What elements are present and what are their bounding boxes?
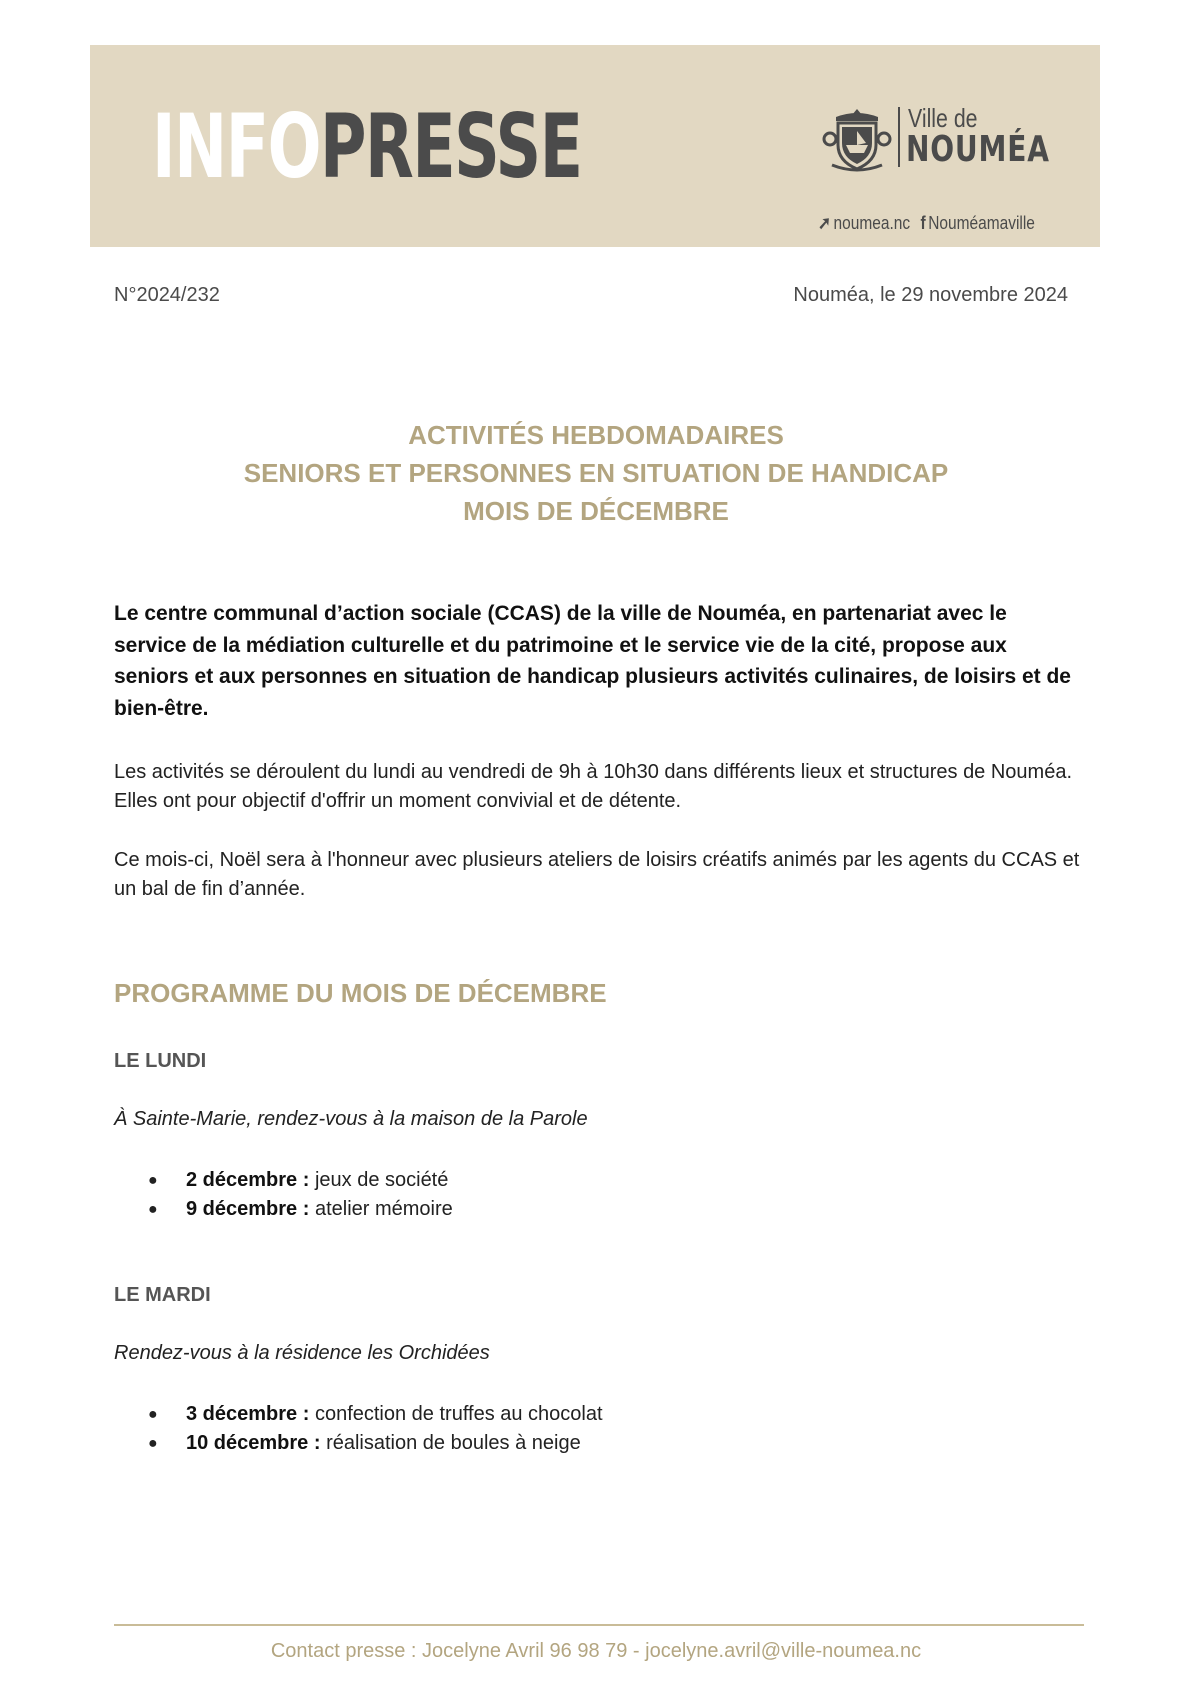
lead-paragraph: Le centre communal d’action sociale (CCAS) de la ville de Nouméa, en partenariat avec le service de la médiation culturelle et du patrimoine et le service vie de la cité, propose aux seniors et aux personnes en situation de handicap plusieurs activités culinaires, de loisirs et de bien-être. bbox=[114, 602, 1071, 720]
venue-monday: À Sainte-Marie, rendez-vous à la maison de la Parole bbox=[114, 1108, 588, 1130]
logo-divider bbox=[898, 107, 900, 167]
page-title bbox=[0, 416, 1192, 530]
brand-info-text: INFO bbox=[152, 95, 320, 198]
activity-list-tuesday bbox=[114, 1400, 603, 1458]
bullet-icon: ● bbox=[148, 1201, 158, 1218]
list-item bbox=[114, 1429, 603, 1458]
arrow-icon: ➚ bbox=[818, 213, 831, 233]
header-banner bbox=[90, 45, 1100, 247]
facebook-icon: f bbox=[920, 213, 926, 233]
activity-date: 2 décembre : bbox=[186, 1169, 310, 1191]
activity-name: confection de truffes au chocolat bbox=[309, 1403, 603, 1425]
title-line-1: ACTIVITÉS HEBDOMADAIRES bbox=[408, 420, 784, 450]
activity-name: réalisation de boules à neige bbox=[320, 1432, 581, 1454]
day-heading-tuesday: LE MARDI bbox=[114, 1284, 211, 1306]
list-item bbox=[114, 1400, 603, 1429]
website-link[interactable]: noumea.nc bbox=[833, 213, 911, 233]
activity-date: 3 décembre : bbox=[186, 1403, 310, 1425]
list-item bbox=[114, 1166, 453, 1195]
city-logo bbox=[812, 103, 1072, 233]
activity-list-monday bbox=[114, 1166, 453, 1224]
activity-name: jeux de société bbox=[309, 1169, 449, 1191]
brand-presse-text: PRESSE bbox=[319, 95, 582, 198]
activity-date: 10 décembre : bbox=[186, 1432, 321, 1454]
day-heading-monday: LE LUNDI bbox=[114, 1050, 207, 1072]
city-prefix: Ville de bbox=[908, 103, 978, 133]
programme-title: PROGRAMME DU MOIS DE DÉCEMBRE bbox=[114, 978, 607, 1008]
activity-name: atelier mémoire bbox=[309, 1198, 453, 1220]
infopresse-logo bbox=[152, 95, 582, 198]
bullet-icon: ● bbox=[148, 1406, 158, 1423]
footer-divider bbox=[114, 1624, 1084, 1626]
press-release-number: N°2024/232 bbox=[114, 284, 220, 306]
city-name: NOUMÉA bbox=[906, 129, 1050, 170]
city-crest-icon bbox=[822, 105, 892, 175]
logo-links bbox=[818, 213, 1035, 234]
press-release-date: Nouméa, le 29 novembre 2024 bbox=[793, 284, 1068, 306]
bullet-icon: ● bbox=[148, 1435, 158, 1452]
body-paragraph-2: Ce mois-ci, Noël sera à l'honneur avec plusieurs ateliers de loisirs créatifs animés par les agents du CCAS et un bal de fin d’année. bbox=[114, 849, 1080, 900]
title-line-3: MOIS DE DÉCEMBRE bbox=[463, 496, 729, 526]
venue-tuesday: Rendez-vous à la résidence les Orchidées bbox=[114, 1342, 490, 1364]
title-line-2: SENIORS ET PERSONNES EN SITUATION DE HANDICAP bbox=[243, 458, 949, 488]
bullet-icon: ● bbox=[148, 1172, 158, 1189]
activity-date: 9 décembre : bbox=[186, 1198, 310, 1220]
press-contact: Contact presse : Jocelyne Avril 96 98 79 - jocelyne.avril@ville-noumea.nc bbox=[270, 1640, 922, 1662]
body-paragraph-1: Les activités se déroulent du lundi au vendredi de 9h à 10h30 dans différents lieux et structures de Nouméa. Elles ont pour objectif d'offrir un moment convivial et de détente. bbox=[114, 761, 1073, 812]
facebook-link[interactable]: Nouméamaville bbox=[928, 213, 1035, 233]
list-item bbox=[114, 1195, 453, 1224]
